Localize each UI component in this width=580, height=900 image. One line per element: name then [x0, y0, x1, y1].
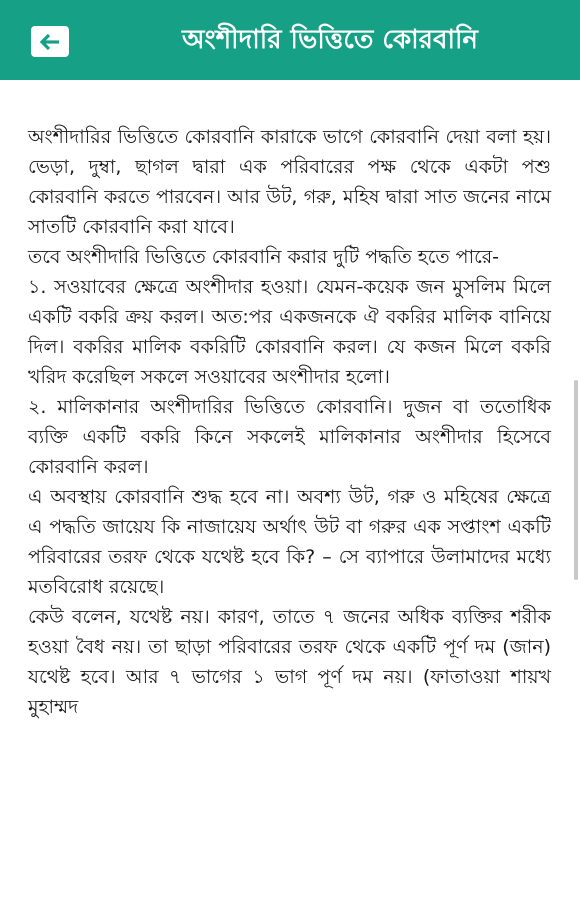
article-body: [28, 122, 551, 722]
back-button[interactable]: [31, 26, 69, 57]
paragraph: ১. সওয়াবের ক্ষেত্রে অংশীদার হওয়া। যেমন-কয়েক জন মুসলিম মিলে একটি বকরি ক্রয় করল। অত:পর একজনকে ঐ বকরির মালিক বানিয়ে দিল। বকরির মালিক বকরিটি কোরবানি করল। যে কজন মিলে বকরি খরিদ করেছিল সকলে সওয়াবের অংশীদার হলো।: [28, 276, 551, 388]
paragraph: এ অবস্থায় কোরবানি শুদ্ধ হবে না। অবশ্য উট, গরু ও মহিষের ক্ষেত্রে এ পদ্ধতি জায়েয কি নাজায়েয অর্থাৎ উট বা গরুর এক সপ্তাংশ একটি পরিবারের তরফ থেকে যথেষ্ট হবে কি? – সে ব্যাপারে উলামাদের মধ্যে মতবিরোধ রয়েছে।: [28, 486, 551, 598]
page-title: অংশীদারি ভিত্তিতে কোরবানি: [182, 25, 478, 55]
paragraph: তবে অংশীদারি ভিত্তিতে কোরবানি করার দুটি পদ্ধতি হতে পারে-: [28, 246, 500, 268]
scrollbar[interactable]: [574, 80, 580, 900]
content-area[interactable]: [0, 80, 580, 900]
app-bar: [0, 0, 580, 80]
paragraph: ২. মালিকানার অংশীদারির ভিত্তিতে কোরবানি। দুজন বা ততোধিক ব্যক্তি একটি বকরি কিনে সকলেই মালিকানার অংশীদার হিসেবে কোরবানি করল।: [28, 396, 551, 478]
arrow-left-icon: [40, 34, 60, 50]
paragraph: অংশীদারির ভিত্তিতে কোরবানি কারাকে ভাগে কোরবানি দেয়া বলা হয়। ভেড়া, দুম্বা, ছাগল দ্বারা এক পরিবারের পক্ষ থেকে একটা পশু কোরবানি করতে পারবেন। আর উট, গরু, মহিষ দ্বারা সাত জনের নামে সাতটি কোরবানি করা যাবে।: [28, 126, 551, 238]
scrollbar-thumb[interactable]: [574, 380, 578, 580]
paragraph: কেউ বলেন, যথেষ্ট নয়। কারণ, তাতে ৭ জনের অধিক ব্যক্তির শরীক হওয়া বৈধ নয়। তা ছাড়া পরিবারের তরফ থেকে একটি পূর্ণ দম (জান) যথেষ্ট হবে। আর ৭ ভাগের ১ ভাগ পূর্ণ দম নয়। (ফাতাওয়া শায়খ মুহাম্মদ: [28, 606, 551, 718]
